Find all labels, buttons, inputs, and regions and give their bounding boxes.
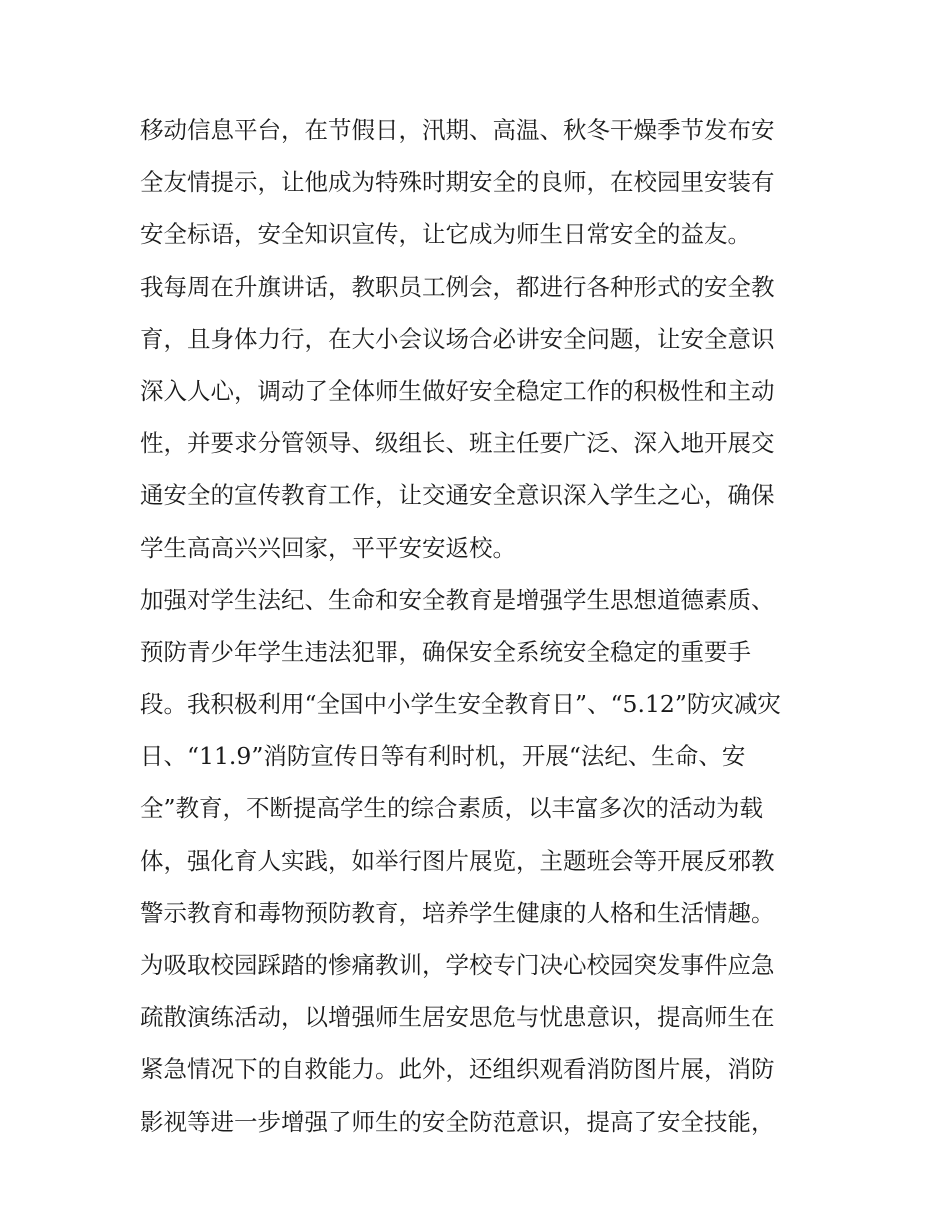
text-line: 全友情提示，让他成为特殊时期安全的良师，在校园里安装有 [140,168,775,197]
text-line: 段。我积极利用“全国中小学生安全教育日”、“5.12”防灾减灾 [140,690,781,719]
text-line: 为吸取校园踩踏的惨痛教训，学校专门决心校园突发事件应急 [140,951,775,979]
text-line: 日、“11.9”消防宣传日等有利时机，开展“法纪、生命、安 [140,742,746,771]
text-line: 紧急情况下的自救能力。此外，还组织观看消防图片展，消防 [140,1055,775,1084]
text-line: 深入人心，调动了全体师生做好安全稳定工作的积极性和主动 [140,376,775,405]
text-line: 体，强化育人实践，如举行图片展览，主题班会等开展反邪教 [140,846,775,875]
body-text [140,104,820,1148]
text-line: 性，并要求分管领导、级组长、班主任要广泛、深入地开展交 [140,429,775,458]
text-line: 通安全的宣传教育工作，让交通安全意识深入学生之心，确保 [140,481,775,510]
text-line: 影视等进一步增强了师生的安全防范意识，提高了安全技能， [140,1107,775,1136]
text-line: 学生高高兴兴回家，平平安安返校。 [140,533,516,562]
text-line: 移动信息平台，在节假日，汛期、高温、秋冬干燥季节发布安 [140,116,775,144]
text-line: 育，且身体力行，在大小会议场合必讲安全问题，让安全意识 [140,324,775,353]
text-line: 加强对学生法纪、生命和安全教育是增强学生思想道德素质、 [140,585,775,614]
text-line: 警示教育和毒物预防教育，培养学生健康的人格和生活情趣。 [140,898,775,927]
text-line: 安全标语，安全知识宣传，让它成为师生日常安全的益友。 [140,220,751,249]
text-line: 预防青少年学生违法犯罪，确保安全系统安全稳定的重要手 [140,637,751,666]
text-line: 全”教育，不断提高学生的综合素质，以丰富多次的活动为载 [140,794,764,823]
text-line: 我每周在升旗讲话，教职员工例会，都进行各种形式的安全教 [140,272,775,301]
text-line: 疏散演练活动，以增强师生居安思危与忧患意识，提高师生在 [140,1003,775,1032]
